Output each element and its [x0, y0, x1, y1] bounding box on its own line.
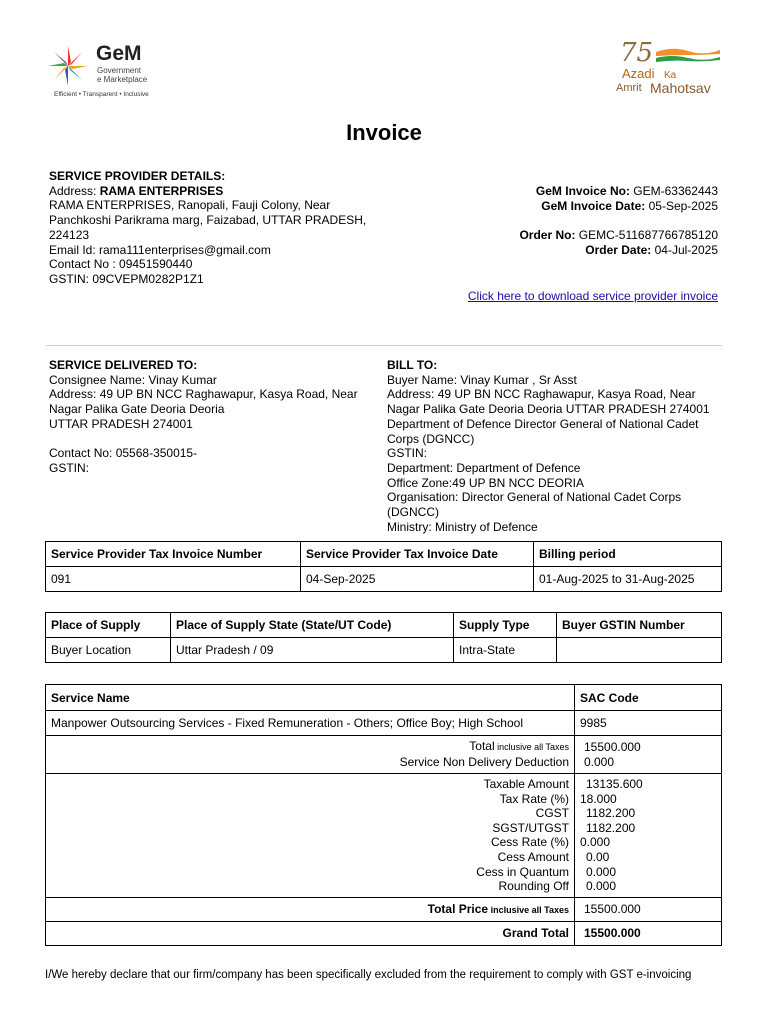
gem-invoice-date: [519, 199, 718, 214]
taxable-label: Taxable Amount: [483, 777, 569, 791]
total-price-label: [46, 897, 575, 921]
cessq-value: 0.000: [586, 864, 617, 879]
th-tax-invoice-date: Service Provider Tax Invoice Date: [301, 542, 534, 567]
th-tax-invoice-number: Service Provider Tax Invoice Number: [46, 542, 301, 567]
section-divider: [46, 345, 722, 346]
bill-organisation: Organisation: Director General of National Cadet Corps: [387, 490, 682, 505]
cessamt-value: 0.00: [586, 849, 610, 864]
taxrate-label: Tax Rate (%): [499, 791, 569, 806]
order-no-label: Order No:: [519, 228, 576, 243]
td-buyer-gstin: [557, 638, 722, 663]
delivered-addr1: Address: 49 UP BN NCC Raghawapur, Kasya Road, Near: [49, 387, 358, 402]
total-note: inclusive all Taxes: [494, 742, 569, 752]
td-tax-invoice-date: 04-Sep-2025: [301, 567, 534, 592]
azadi-ka: Ka: [664, 70, 677, 81]
inv-no-label: GeM Invoice No:: [535, 184, 630, 198]
tax-labels: [46, 774, 575, 898]
total-price-value: 15500.000: [575, 897, 722, 921]
bill-addr1: Address: 49 UP BN NCC Raghawapur, Kasya Road, Near: [387, 387, 696, 402]
th-supply-type: Supply Type: [454, 613, 557, 638]
order-date-label: Order Date:: [585, 242, 652, 257]
provider-details: [49, 169, 366, 287]
provider-addr1: RAMA ENTERPRISES, Ranopali, Fauji Colony, Near: [49, 198, 331, 213]
round-value: 0.000: [586, 879, 617, 894]
provider-address: [49, 184, 366, 199]
gem-logo: [44, 40, 164, 102]
snd-label: Service Non Delivery Deduction: [399, 755, 569, 769]
total-text: Total: [469, 739, 495, 753]
total-price-text: Total Price: [427, 902, 489, 917]
supply-table: [45, 612, 722, 663]
azadi-text: Azadi: [622, 66, 655, 81]
order-no: [519, 228, 718, 243]
th-sac-code: SAC Code: [575, 685, 722, 711]
delivered-to: [49, 358, 358, 476]
cessamt-label: Cess Amount: [497, 849, 569, 864]
td-supply-type: Intra-State: [454, 638, 557, 663]
sgst-label: SGST/UTGST: [492, 820, 569, 835]
delivered-heading: SERVICE DELIVERED TO:: [49, 358, 198, 372]
td-tax-invoice-number: 091: [46, 567, 301, 592]
order-date: [519, 243, 718, 258]
consignee-name: Consignee Name: Vinay Kumar: [49, 372, 217, 387]
cessrate-label: Cess Rate (%): [490, 835, 569, 850]
th-buyer-gstin: Buyer GSTIN Number: [557, 613, 722, 638]
total-value: 15500.000: [584, 739, 641, 754]
tax-values: [575, 774, 722, 898]
gem-name: GeM: [96, 42, 142, 65]
td-supply-state: Uttar Pradesh / 09: [171, 638, 454, 663]
td-sac-code: 9985: [575, 711, 722, 736]
delivered-addr3: UTTAR PRADESH 274001: [49, 416, 193, 431]
cessq-label: Cess in Quantum: [476, 864, 569, 879]
invoice-info-table: [45, 541, 722, 592]
taxrate-value: 18.000: [580, 791, 617, 806]
td-billing-period: 01-Aug-2025 to 31-Aug-2025: [534, 567, 722, 592]
provider-addr3: 224123: [49, 227, 90, 242]
amrit-text: Amrit: [616, 82, 642, 94]
address-label: Address:: [49, 183, 100, 198]
gem-sub2: e Marketplace: [97, 75, 148, 84]
bill-department: Department: Department of Defence: [387, 460, 581, 475]
cgst-label: CGST: [535, 806, 569, 821]
page-title: Invoice: [346, 120, 422, 145]
bill-gstin: GSTIN:: [387, 446, 428, 461]
sgst-value: 1182.200: [586, 820, 636, 835]
bill-dept2: Corps (DGNCC): [387, 431, 475, 446]
delivered-addr2: Nagar Palika Gate Deoria Deoria: [49, 402, 225, 417]
taxable-value: 13135.600: [586, 777, 643, 791]
td-place-of-supply: Buyer Location: [46, 638, 171, 663]
cgst-value: 1182.200: [586, 806, 636, 821]
bill-dept1: Department of Defence Director General of National Cadet: [387, 416, 699, 431]
provider-heading: SERVICE PROVIDER DETAILS:: [49, 169, 226, 183]
grand-total-label: Grand Total: [46, 921, 575, 945]
download-invoice-link[interactable]: Click here to download service provider invoice: [467, 289, 718, 303]
total-label: [51, 739, 569, 755]
mahotsav-text: Mahotsav: [650, 80, 711, 96]
th-supply-state: Place of Supply State (State/UT Code): [171, 613, 454, 638]
inv-date-value: 05-Sep-2025: [645, 198, 718, 213]
th-service-name: Service Name: [46, 685, 575, 711]
order-date-value: 04-Jul-2025: [651, 242, 718, 257]
bill-heading: BILL TO:: [387, 358, 438, 372]
order-no-value: GEMC-511687766785120: [575, 228, 718, 243]
azadi-logo: [616, 40, 726, 102]
buyer-name: Buyer Name: Vinay Kumar , Sr Asst: [387, 372, 577, 387]
bill-to: [387, 358, 710, 534]
azadi-75: 75: [620, 38, 654, 68]
inv-date-label: GeM Invoice Date:: [541, 198, 646, 213]
totals-labels: [46, 736, 575, 774]
inv-no-value: GEM-63362443: [629, 184, 718, 198]
provider-contact: Contact No : 09451590440: [49, 257, 193, 272]
grand-total-value: 15500.000: [575, 921, 722, 945]
bill-ministry: Ministry: Ministry of Defence: [387, 519, 538, 534]
flag-wave-icon: [656, 46, 720, 68]
gem-invoice-no: [519, 184, 718, 199]
bill-addr2: Nagar Palika Gate Deoria Deoria UTTAR PRADESH 274001: [387, 402, 710, 417]
provider-addr2: Panchkoshi Parikrama marg, Faizabad, UTTAR PRADESH,: [49, 213, 367, 228]
snd-value: 0.000: [584, 754, 615, 769]
provider-gstin: GSTIN: 09CVEPM0282P1Z1: [49, 271, 204, 286]
declaration-text: I/We hereby declare that our firm/company has been specifically excluded from the requirement to comply with GST e-invoicing: [45, 969, 692, 981]
cessrate-value: 0.000: [580, 835, 611, 850]
round-label: Rounding Off: [498, 879, 569, 894]
invoice-meta: [519, 184, 718, 258]
delivered-contact: Contact No: 05568-350015-: [49, 446, 198, 461]
delivered-gstin: GSTIN:: [49, 460, 90, 475]
provider-email: Email Id: rama111enterprises@gmail.com: [49, 242, 271, 257]
service-table: [45, 684, 722, 946]
gem-star-icon: [44, 42, 92, 90]
gem-tagline: Efficient • Transparent • Inclusive: [54, 91, 149, 98]
td-service-name: Manpower Outsourcing Services - Fixed Remuneration - Others; Office Boy; High School: [46, 711, 575, 736]
total-price-note: inclusive all Taxes: [488, 905, 569, 916]
gem-sub1: Government: [97, 66, 142, 75]
bill-organisation-2: (DGNCC): [387, 505, 439, 520]
th-place-of-supply: Place of Supply: [46, 613, 171, 638]
bill-office-zone: Office Zone:49 UP BN NCC DEORIA: [387, 475, 584, 490]
provider-name: RAMA ENTERPRISES: [99, 183, 224, 198]
totals-values: [575, 736, 722, 774]
th-billing-period: Billing period: [534, 542, 722, 567]
